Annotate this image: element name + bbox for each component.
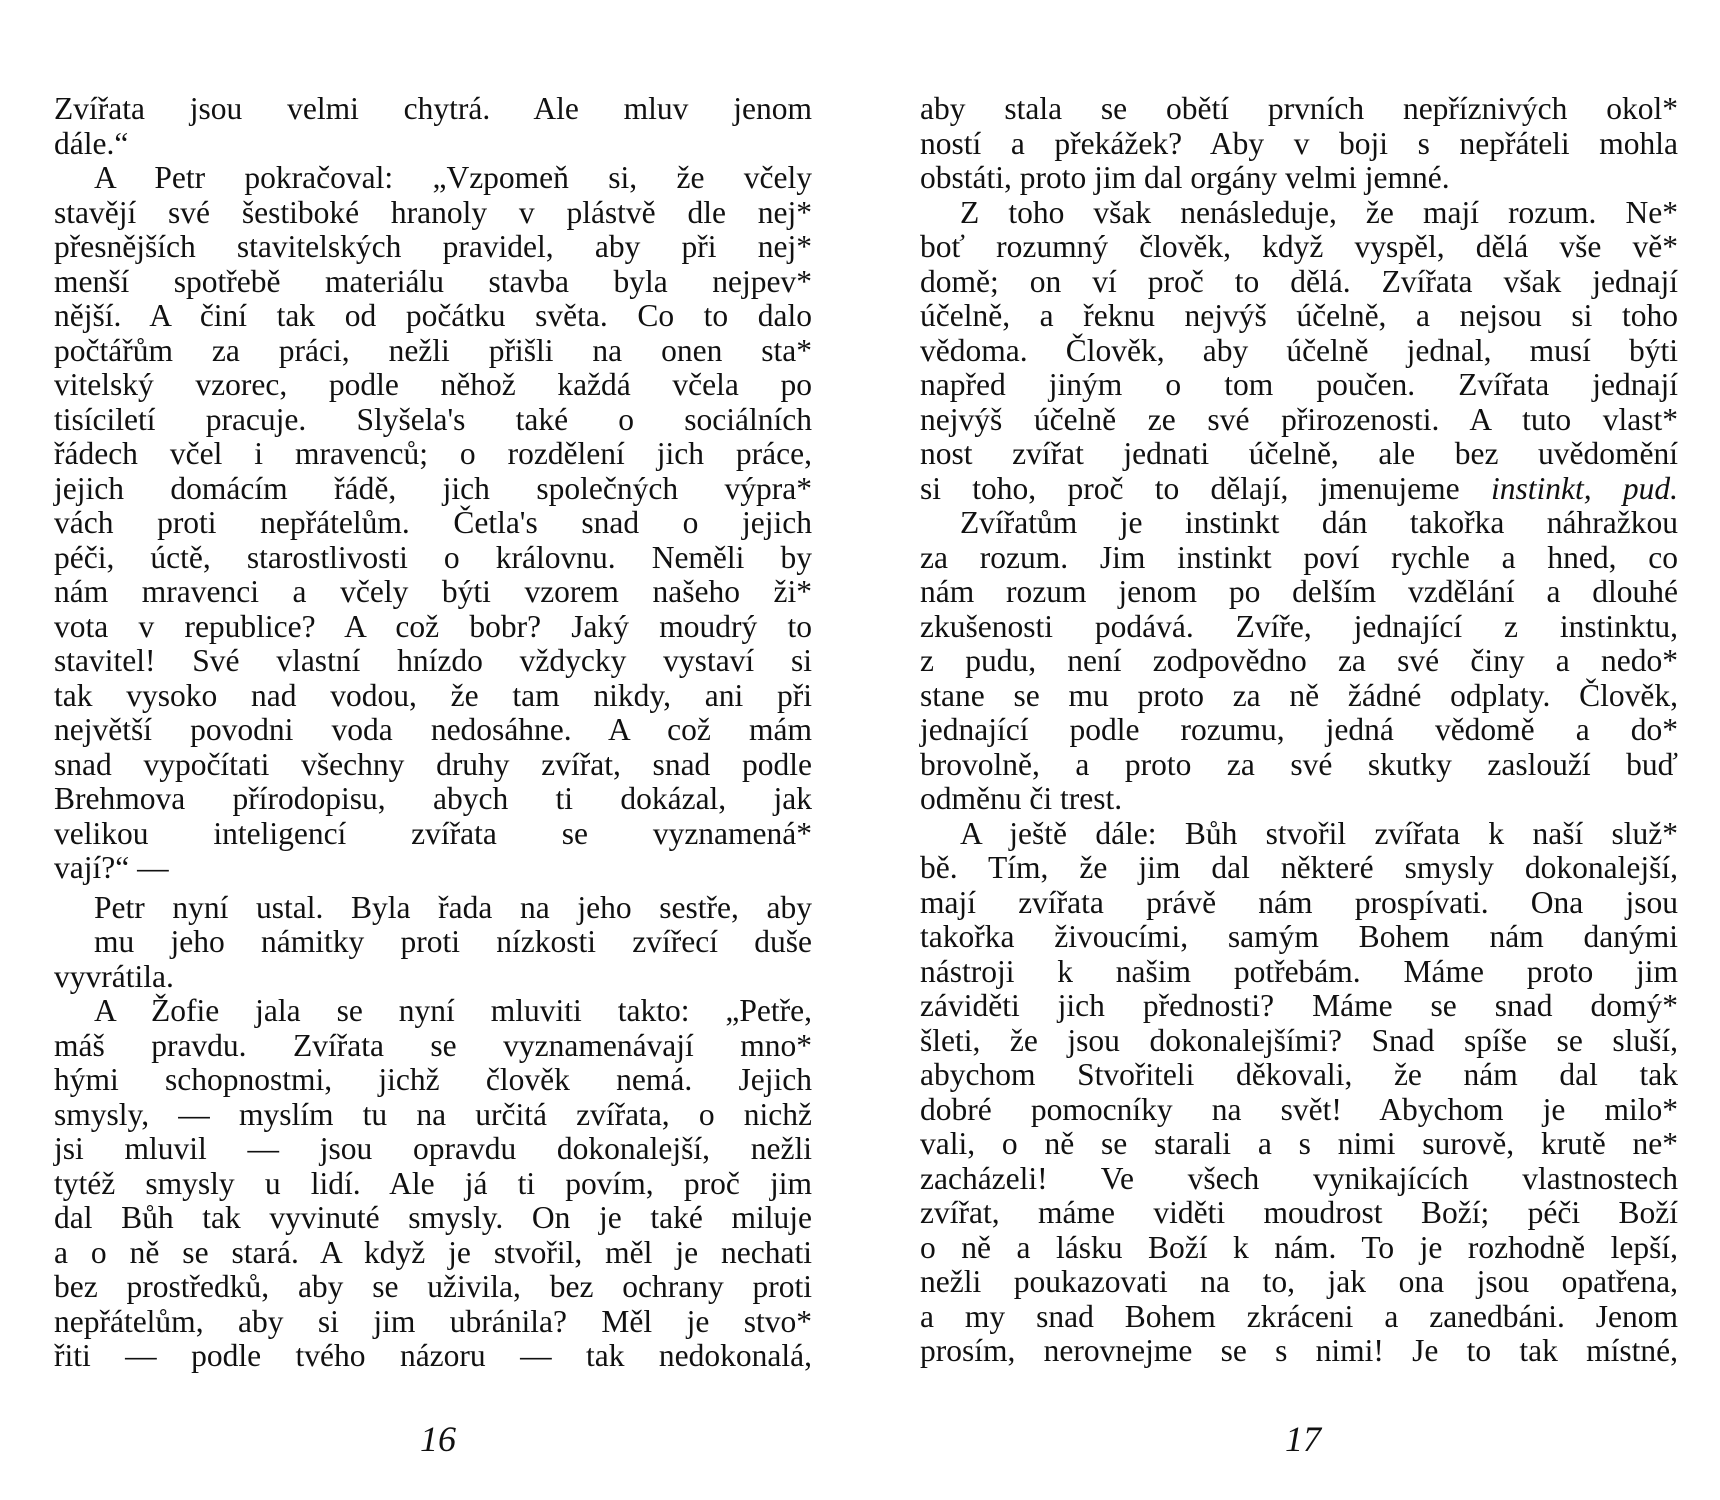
text-line	[54, 817, 812, 852]
text-line	[54, 506, 812, 541]
text-line-content: účelně, a řeknu nejvýš účelně, a nejsou si toho	[920, 298, 1678, 333]
text-line-content: takořka živoucími, samým Bohem nám danými	[920, 919, 1678, 954]
text-line-content: stane se mu proto za ně žádné odplaty. Člověk,	[920, 677, 1678, 713]
text-line-content: vědoma. Člověk, aby účelně jednal, musí býti	[920, 332, 1678, 368]
text-line	[54, 891, 812, 926]
text-line-content: si toho, proč to dělají, jmenujeme	[920, 470, 1491, 506]
text-line	[920, 851, 1678, 886]
text-line-content: zacházeli! Ve všech vynikajících vlastnostech	[920, 1160, 1678, 1196]
text-line	[54, 1270, 812, 1305]
text-line	[54, 472, 812, 507]
text-line	[54, 541, 812, 576]
text-line-content: A Petr pokračoval: „Vzpomeň si, že včely	[94, 160, 812, 195]
text-line-content: abychom Stvořiteli děkovali, že nám dal tak	[920, 1057, 1678, 1092]
text-line-content: brovolně, a proto za své skutky zaslouží buď	[920, 746, 1678, 782]
text-line-content: ností a překážek? Aby v boji s nepřáteli mohla	[920, 125, 1678, 161]
text-line	[920, 817, 1678, 852]
italic-term: instinkt, pud.	[1490, 470, 1678, 506]
text-line-content: vyvrátila.	[54, 958, 174, 994]
text-line-content: zvířat, máme viděti moudrost Boží; péči Boží	[920, 1195, 1678, 1230]
text-line-content: obstáti, proto jim dal orgány velmi jemné.	[920, 160, 1450, 195]
right-page-text	[920, 92, 1678, 1369]
text-line-content: nost zvířat jednati účelně, ale bez uvědomění	[920, 436, 1678, 471]
text-line	[920, 437, 1678, 472]
text-line	[54, 1305, 812, 1340]
text-line-content: Petr nyní ustal. Byla řada na jeho sestře, aby	[94, 889, 812, 925]
text-line-content: jejich domácím řádě, jich společných výpra*	[54, 470, 812, 506]
text-line	[920, 334, 1678, 369]
text-line	[54, 368, 812, 403]
text-line	[920, 748, 1678, 783]
text-line-content: dále.“	[54, 125, 129, 161]
text-line	[54, 1236, 812, 1271]
text-line-content: o ně a lásku Boží k nám. To je rozhodně lepší,	[920, 1229, 1678, 1265]
text-line	[54, 851, 812, 886]
text-line-content: za rozum. Jim instinkt poví rychle a hned, co	[920, 539, 1678, 575]
text-line	[920, 886, 1678, 921]
text-line-content: máš pravdu. Zvířata se vyznamenávají mno*	[54, 1027, 812, 1063]
text-line-content: a o ně se stará. A když je stvořil, měl je nechati	[54, 1234, 812, 1270]
text-line-content: jednající podle rozumu, jedná vědomě a do*	[920, 712, 1678, 747]
text-line	[920, 299, 1678, 334]
text-line	[54, 1063, 812, 1098]
text-line	[920, 1231, 1678, 1266]
text-line-content: smysly, — myslím tu na určitá zvířata, o nichž	[54, 1096, 812, 1132]
text-line-content: velikou inteligencí zvířata se vyznamená*	[54, 815, 812, 851]
text-line	[920, 265, 1678, 300]
text-line	[920, 506, 1678, 541]
text-line-content: Brehmova přírodopisu, abych ti dokázal, jak	[54, 781, 812, 816]
text-line-content: řádech včel i mravenců; o rozdělení jich práce,	[54, 436, 812, 471]
text-line-content: vách proti nepřátelům. Četla's snad o jejich	[54, 505, 812, 540]
text-line	[920, 610, 1678, 645]
text-line-content: menší spotřebě materiálu stavba byla nejpev*	[54, 263, 812, 299]
text-line-content: záviděti jich přednosti? Máme se snad domý*	[920, 988, 1678, 1023]
text-line	[54, 127, 812, 162]
text-line	[54, 265, 812, 300]
text-line-content: tytéž smysly u lidí. Ale já ti povím, proč jim	[54, 1165, 812, 1201]
text-line	[920, 127, 1678, 162]
text-line	[920, 955, 1678, 990]
text-line-content: nepřátelům, aby si jim ubránila? Měl je stvo*	[54, 1303, 812, 1339]
text-line-content: nám rozum jenom po delším vzdělání a dlouhé	[920, 574, 1678, 609]
text-line-content: jsi mluvil — jsou opravdu dokonalejší, nežli	[54, 1131, 812, 1166]
text-line	[920, 161, 1678, 196]
text-line-content: bě. Tím, že jim dal některé smysly dokonalejší,	[920, 850, 1678, 885]
text-line	[920, 644, 1678, 679]
text-line-content: Z toho však nenásleduje, že mají rozum. Ne*	[960, 194, 1678, 230]
text-line-content: nežli poukazovati na to, jak ona jsou opatřena,	[920, 1264, 1678, 1299]
text-line	[54, 610, 812, 645]
text-line-content: péči, úctě, starostlivosti o královnu. Neměli by	[54, 539, 812, 575]
text-line	[54, 403, 812, 438]
text-line	[54, 1098, 812, 1133]
text-line	[54, 1201, 812, 1236]
text-line-content: aby stala se obětí prvních nepříznivých okol*	[920, 91, 1678, 126]
text-line-content: bez prostředků, aby se uživila, bez ochrany proti	[54, 1269, 812, 1304]
text-line-content: řiti — podle tvého názoru — tak nedokonalá,	[54, 1338, 812, 1373]
text-line	[54, 994, 812, 1029]
text-line-content: vitelský vzorec, podle něhož každá včela po	[54, 367, 812, 402]
text-line	[54, 1339, 812, 1374]
text-line	[54, 161, 812, 196]
text-line-content: z pudu, není zodpovědno za své činy a nedo*	[920, 643, 1678, 678]
text-line-content: přesnějších stavitelských pravidel, aby při nej*	[54, 229, 812, 264]
right-page-number: 17	[1285, 1419, 1321, 1459]
text-line	[54, 748, 812, 783]
text-line	[920, 713, 1678, 748]
text-line-content: mají zvířata právě nám prospívati. Ona jsou	[920, 884, 1678, 920]
text-line-content: prosím, nerovnejme se s nimi! Je to tak místné,	[920, 1333, 1678, 1368]
text-line-content: dal Bůh tak vyvinuté smysly. On je také miluje	[54, 1200, 812, 1235]
text-line	[920, 1058, 1678, 1093]
text-line-content: odměnu či trest.	[920, 781, 1123, 816]
text-line-content: a my snad Bohem zkráceni a zanedbáni. Jenom	[920, 1298, 1678, 1334]
text-line	[920, 196, 1678, 231]
text-line	[920, 1334, 1678, 1369]
text-line-content: dobré pomocníky na svět! Abychom je milo*	[920, 1091, 1678, 1127]
text-line-content: největší povodni voda nedosáhne. A což mám	[54, 712, 812, 747]
text-line	[920, 1196, 1678, 1231]
text-line	[54, 437, 812, 472]
text-line-content: nám mravenci a včely býti vzorem našeho ži*	[54, 574, 812, 609]
text-line-content: snad vypočítati všechny druhy zvířat, snad podle	[54, 746, 812, 782]
text-line-content: Zvířata jsou velmi chytrá. Ale mluv jenom	[54, 91, 812, 126]
text-line	[54, 644, 812, 679]
text-line-content: vali, o ně se starali a s nimi surově, krutě ne*	[920, 1126, 1678, 1161]
text-line-content: stavějí své šestiboké hranoly v plástvě dle nej*	[54, 194, 812, 230]
text-line	[920, 989, 1678, 1024]
text-line	[920, 92, 1678, 127]
text-line	[54, 1132, 812, 1167]
text-line-content: nástroji k našim potřebám. Máme proto jim	[920, 953, 1678, 989]
text-line-content: mu jeho námitky proti nízkosti zvířecí duše	[94, 924, 812, 959]
text-line	[920, 782, 1678, 817]
text-line	[920, 1265, 1678, 1300]
text-line	[920, 1024, 1678, 1059]
text-line	[920, 920, 1678, 955]
text-line-content: A Žofie jala se nyní mluviti takto: „Petře,	[94, 993, 812, 1028]
text-line-content: tak vysoko nad vodou, že tam nikdy, ani při	[54, 677, 812, 713]
text-line	[920, 541, 1678, 576]
text-line	[54, 575, 812, 610]
text-line	[920, 1300, 1678, 1335]
text-line-content: hými schopnostmi, jichž člověk nemá. Jejich	[54, 1062, 812, 1097]
text-line-content: tisíciletí pracuje. Slyšela's také o sociálních	[54, 401, 812, 437]
text-line-content: domě; on ví proč to dělá. Zvířata však jednají	[920, 263, 1678, 299]
text-line-content: boť rozumný člověk, když vyspěl, dělá vše vě*	[920, 229, 1678, 264]
left-page-text	[54, 92, 812, 1374]
text-line	[54, 299, 812, 334]
text-line	[54, 960, 812, 995]
text-line	[920, 368, 1678, 403]
text-line	[54, 196, 812, 231]
text-line	[920, 575, 1678, 610]
text-line	[54, 782, 812, 817]
text-line-content: nější. A činí tak od počátku světa. Co to dalo	[54, 298, 812, 333]
text-line	[920, 1093, 1678, 1128]
text-line	[54, 230, 812, 265]
text-line	[54, 679, 812, 714]
text-line-content: zkušenosti podává. Zvíře, jednající z instinktu,	[920, 608, 1678, 644]
text-line	[54, 713, 812, 748]
text-line-content: nejvýš účelně ze své přirozenosti. A tuto vlast*	[920, 401, 1678, 437]
text-line	[54, 92, 812, 127]
text-line	[920, 1162, 1678, 1197]
text-line-content: vají?“ —	[54, 850, 169, 885]
text-line	[920, 1127, 1678, 1162]
text-line-content: počtářům za práci, nežli přišli na onen sta*	[54, 332, 812, 368]
text-line	[54, 925, 812, 960]
text-line	[54, 1029, 812, 1064]
text-line-content: Zvířatům je instinkt dán takořka náhražkou	[960, 505, 1678, 540]
text-line	[920, 230, 1678, 265]
text-line	[54, 1167, 812, 1202]
text-line	[920, 679, 1678, 714]
text-line	[920, 403, 1678, 438]
text-line	[54, 334, 812, 369]
text-line-content: šleti, že jsou dokonalejšími? Snad spíše se sluší,	[920, 1022, 1678, 1058]
left-page-number: 16	[420, 1419, 456, 1459]
text-line-content: A ještě dále: Bůh stvořil zvířata k naší služ*	[960, 815, 1678, 851]
text-line-content: stavitel! Své vlastní hnízdo vždycky vystaví si	[54, 643, 812, 678]
text-line-content: vota v republice? A což bobr? Jaký moudrý to	[54, 608, 812, 644]
text-line-content: napřed jiným o tom poučen. Zvířata jednají	[920, 367, 1678, 402]
text-line	[920, 472, 1678, 507]
